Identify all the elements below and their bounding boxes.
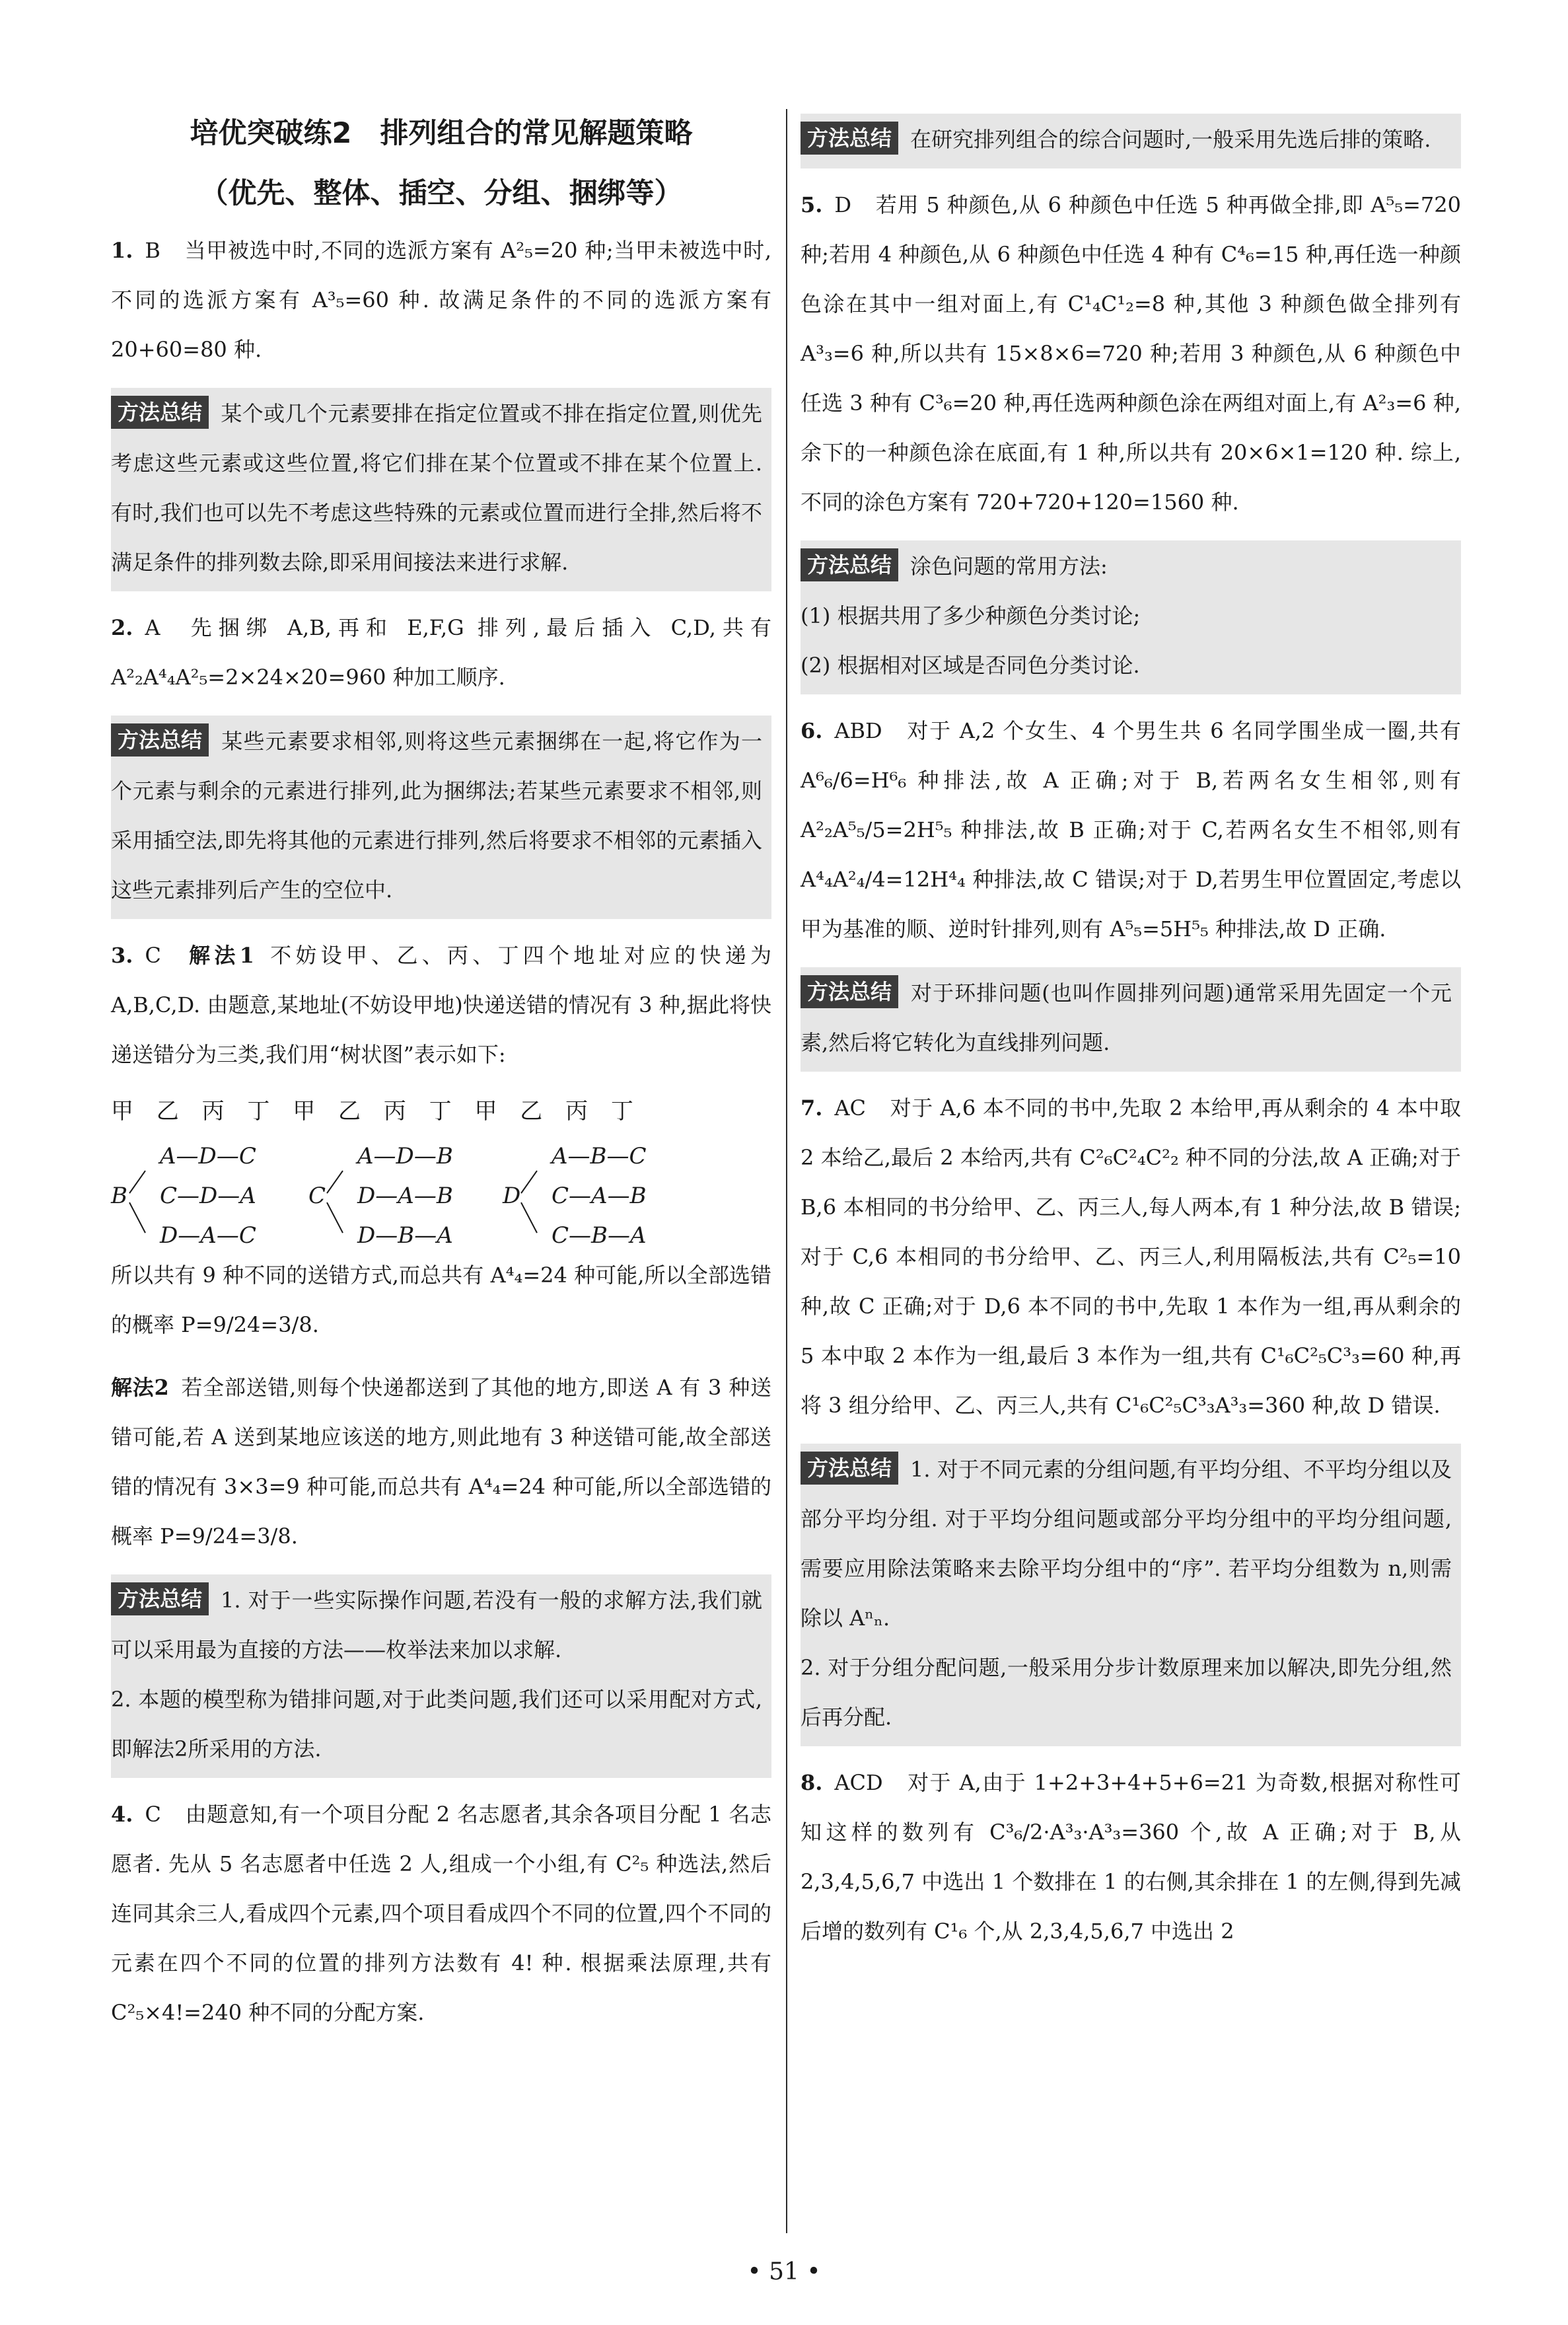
tree-branch: A—D—C	[160, 1143, 256, 1169]
summary-text: 某个或几个元素要排在指定位置或不排在指定位置,则优先考虑这些元素或这些位置,将它们排在某个位置或不排在某个位置上. 有时,我们也可以先不考虑这些特殊的元素或位置而进行全排,然后将不满足条件的排列数去除,即采用间接法来进行求解.	[111, 401, 762, 575]
answer-6	[801, 706, 1461, 954]
right-column	[801, 114, 1461, 1970]
answer-number: 2.	[111, 615, 133, 640]
summary-point-2: 2. 对于分组分配问题,一般采用分步计数原理来加以解决,即先分组,然后再分配.	[801, 1655, 1452, 1730]
answer-5	[801, 180, 1461, 527]
tree-branch: C—D—A	[160, 1183, 256, 1209]
answer-choice: ACD	[834, 1770, 883, 1795]
answer-number: 6.	[801, 718, 823, 743]
answer-number: 8.	[801, 1770, 823, 1795]
page-number: • 51 •	[747, 2258, 821, 2285]
answer-8	[801, 1758, 1461, 1956]
answer-text: 先捆绑 A,B,再和 E,F,G 排列,最后插入 C,D,共有 A²₂A⁴₄A²₅=2×24×20=960 种加工顺序.	[111, 615, 771, 690]
summary-box-7	[801, 1444, 1461, 1746]
summary-point-1: 1. 对于不同元素的分组问题,有平均分组、不平均分组以及部分平均分组. 对于平均分组问题或部分平均分组中的平均分组问题,需要应用除法策略来去除平均分组中的“序”. 若平均分组数为 n,则需除以 Aⁿₙ.	[801, 1457, 1452, 1631]
left-column	[111, 106, 771, 2051]
summary-point-2: 2. 本题的模型称为错排问题,对于此类问题,我们还可以采用配对方式,即解法2所采用的方法.	[111, 1687, 762, 1761]
tree-branch: D—B—A	[357, 1222, 453, 1249]
solution-method-label: 解法1	[184, 943, 254, 968]
answer-text: 若全部送错,则每个快递都送到了其他的地方,即送 A 有 3 种送错可能,若 A 送到某地应该送的地方,则此地有 3 种送错可能,故全部送错的情况有 3×3=9 种可能,而总共有 A⁴₄=24 种可能,所以全部选错的概率 P=9/24=3/8.	[111, 1375, 771, 1549]
summary-tag: 方法总结	[111, 396, 209, 429]
summary-text: 对于环排问题(也叫作圆排列问题)通常采用先固定一个元素,然后将它转化为直线排列问题.	[801, 980, 1452, 1055]
summary-tag: 方法总结	[801, 1452, 898, 1485]
answer-choice: C	[145, 1802, 161, 1827]
page-title: 培优突破练2 排列组合的常见解题策略	[190, 117, 693, 150]
summary-tag: 方法总结	[801, 548, 898, 581]
solution-method-label: 解法2	[111, 1375, 169, 1400]
answer-text: 由题意知,有一个项目分配 2 名志愿者,其余各项目分配 1 名志愿者. 先从 5 名志愿者中任选 2 人,组成一个小组,有 C²₅ 种选法,然后连同其余三人,看成四个元素,四个项目看成四个不同的位置,四个不同的元素在四个不同的位置的排列方法数有 4! 种. 根据乘法原理,共有 C²₅×4!=240 种不同的分配方案.	[111, 1802, 771, 2025]
answer-text: 当甲被选中时,不同的选派方案有 A²₅=20 种;当甲未被选中时,不同的选派方案有 A³₅=60 种. 故满足条件的不同的选派方案有 20+60=80 种.	[111, 238, 771, 362]
tree-branch: D—A—C	[160, 1222, 256, 1249]
answer-3-conclusion: 所以共有 9 种不同的送错方式,而总共有 A⁴₄=24 种可能,所以全部选错的概率 P=9/24=3/8.	[111, 1263, 771, 1337]
answer-choice: A	[145, 615, 160, 640]
summary-box-1	[111, 388, 771, 591]
answer-text: 若用 5 种颜色,从 6 种颜色中任选 5 种再做全排,即 A⁵₅=720 种;若用 4 种颜色,从 6 种颜色中任选 4 种有 C⁴₆=15 种,再任选一种颜色涂在其中一组对面上,有 C¹₄C¹₂=8 种,其他 3 种颜色做全排列有 A³₃=6 种,所以共有 15×8×6=720 种;若用 3 种颜色,从 6 种颜色中任选 3 种有 C³₆=20 种,再任选两种颜色涂在两组对面上,有 A²₃=6 种,余下的一种颜色涂在底面,有 1 种,所以共有 20×6×1=120 种. 综上,不同的涂色方案有 720+720+120=1560 种.	[801, 192, 1461, 515]
answer-number: 4.	[111, 1802, 133, 1827]
summary-box-6	[801, 967, 1461, 1072]
summary-point-1: 1. 对于一些实际操作问题,若没有一般的求解方法,我们就可以采用最为直接的方法——枚举法来加以求解.	[111, 1588, 762, 1662]
answer-7	[801, 1084, 1461, 1430]
tree-branch: C—B—A	[552, 1222, 647, 1249]
summary-box-5	[801, 540, 1461, 694]
column-divider	[786, 109, 787, 2233]
answer-choice: ABD	[834, 718, 882, 743]
answer-1	[111, 226, 771, 375]
answer-number: 3.	[111, 943, 133, 968]
answer-2	[111, 603, 771, 702]
tree-root-c: C	[308, 1183, 326, 1209]
answer-choice: AC	[834, 1095, 866, 1121]
answer-3-solution-2	[111, 1363, 771, 1561]
tree-diagram	[111, 1093, 771, 1249]
summary-point-2: (2) 根据相对区域是否同色分类讨论.	[801, 653, 1140, 678]
summary-text: 某些元素要求相邻,则将这些元素捆绑在一起,将它作为一个元素与剩余的元素进行排列,此为捆绑法;若某些元素要求不相邻,则采用插空法,即先将其他的元素进行排列,然后将要求不相邻的元素插入这些元素排列后产生的空位中.	[111, 729, 762, 903]
answer-text: 对于 A,2 个女生、4 个男生共 6 名同学围坐成一圈,共有 A⁶₆/6=H⁶₆ 种排法,故 A 正确;对于 B,若两名女生相邻,则有 A²₂A⁵₅/5=2H⁵₅ 种排法,故 B 正确;对于 C,若两名女生不相邻,则有 A⁴₄A²₄/4=12H⁴₄ 种排法,故 C 错误;对于 D,若男生甲位置固定,考虑以甲为基准的顺、逆时针排列,则有 A⁵₅=5H⁵₅ 种排法,故 D 正确.	[801, 718, 1461, 941]
answer-4	[111, 1790, 771, 2038]
answer-text: 对于 A,由于 1+2+3+4+5+6=21 为奇数,根据对称性可知这样的数列有 C³₆/2·A³₃·A³₃=360 个,故 A 正确;对于 B,从 2,3,4,5,6,7 中选出 1 个数排在 1 的右侧,其余排在 1 的左侧,得到先减后增的数列有 C¹₆ 个,从 2,3,4,5,6,7 中选出 2	[801, 1770, 1461, 1944]
summary-text: 涂色问题的常用方法:	[910, 554, 1108, 579]
summary-tag: 方法总结	[801, 975, 898, 1008]
answer-number: 1.	[111, 238, 133, 263]
tree-header: 甲 乙 丙 丁 甲 乙 丙 丁 甲 乙 丙 丁	[111, 1098, 641, 1125]
summary-tag: 方法总结	[111, 723, 209, 757]
summary-point-1: (1) 根据共用了多少种颜色分类讨论;	[801, 603, 1141, 628]
answer-choice: D	[834, 192, 852, 217]
answer-number: 7.	[801, 1095, 823, 1121]
tree-branch: A—D—B	[357, 1143, 453, 1169]
answer-choice: B	[145, 238, 160, 263]
tree-root-d: D	[503, 1183, 521, 1209]
summary-box-3	[111, 1574, 771, 1778]
answer-text: 对于 A,6 本不同的书中,先取 2 本给甲,再从剩余的 4 本中取 2 本给乙,最后 2 本给丙,共有 C²₆C²₄C²₂ 种不同的分法,故 A 正确;对于 B,6 本相同的书分给甲、乙、丙三人,每人两本,有 1 种分法,故 B 错误;对于 C,6 本相同的书分给甲、乙、丙三人,利用隔板法,共有 C²₅=10 种,故 C 正确;对于 D,6 本不同的书中,先取 1 本作为一组,再从剩余的 5 本中取 2 本作为一组,最后 3 本作为一组,共有 C¹₆C²₅C³₃=60 种,再将 3 组分给甲、乙、丙三人,共有 C¹₆C²₅C³₃A³₃=360 种,故 D 错误.	[801, 1095, 1461, 1418]
tree-branch: C—A—B	[552, 1183, 647, 1209]
answer-text: 不妨设甲、乙、丙、丁四个地址对应的快递为 A,B,C,D. 由题意,某地址(不妨设甲地)快递送错的情况有 3 种,据此将快递送错分为三类,我们用“树状图”表示如下:	[111, 943, 771, 1067]
summary-box-2	[111, 716, 771, 919]
tree-root-b: B	[111, 1183, 127, 1209]
summary-text: 在研究排列组合的综合问题时,一般采用先选后排的策略.	[910, 127, 1431, 152]
summary-tag: 方法总结	[801, 122, 898, 155]
summary-tag: 方法总结	[111, 1582, 209, 1615]
answer-number: 5.	[801, 192, 823, 217]
answer-choice: C	[145, 943, 161, 968]
tree-branch: A—B—C	[552, 1143, 647, 1169]
summary-box-4	[801, 114, 1461, 168]
page-subtitle: （优先、整体、插空、分组、捆绑等）	[199, 177, 683, 210]
tree-branch: D—A—B	[357, 1183, 453, 1209]
answer-3	[111, 931, 771, 1080]
